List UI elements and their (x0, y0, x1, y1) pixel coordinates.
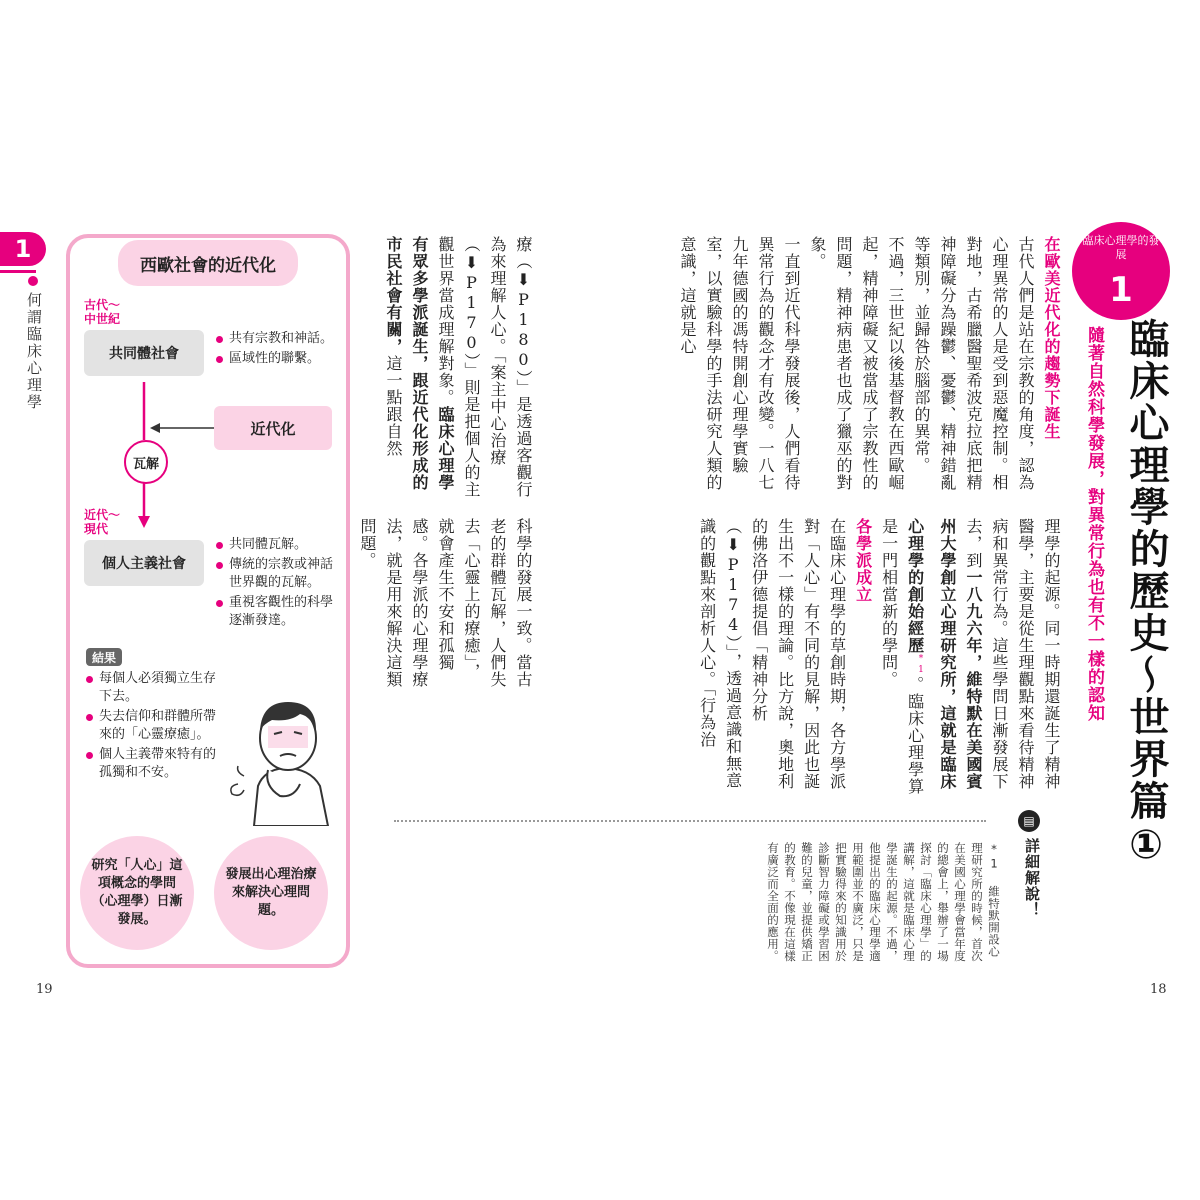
modernization-box: 近代化 (214, 406, 332, 450)
circle-psychology: 研究「人心」這項概念的學問（心理學）日漸發展。 (80, 836, 194, 950)
detail-heading: 詳細解說！ (1023, 838, 1041, 918)
book-icon: ▤ (1018, 810, 1040, 832)
community-bullets (216, 330, 344, 370)
heading-schools: 各學派成立 (853, 518, 873, 603)
heading-modernization: 在歐美近代化的趨勢下誕生 (1042, 236, 1061, 440)
chapter-dot (28, 276, 38, 286)
list-item: 共有宗教和神話。 (216, 330, 344, 348)
right-body-upper: 在歐美近代化的趨勢下誕生 古代人們是站在宗教的角度，認為心理異常的人是受到惡魔控制。相對地，古希臘醫聖希波克拉底把精神障礙分為躁鬱、憂鬱、精神錯亂等類別，並歸咎於腦部的異常。 不過，三世紀以後基督教在西歐崛起，精神障礙又被當成了宗教性的問題，精神病患者也成了獵巫的對象。 一直到近代科學發展後，人們看待異常行為的觀念才有改變。一八七九年德國的馮特開創心理學實驗室，以實驗科學的手法研究人類的意識，這就是心 (678, 236, 1061, 491)
list-item: 個人主義帶來特有的孤獨和不安。 (86, 746, 226, 782)
list-item: 共同體瓦解。 (216, 536, 340, 554)
left-body-column-2: 科學的發展一致。當古老的群體瓦解，人們失去「心靈上的療癒」，就會產生不安和孤獨感。各學派的心理學療法，就是用來解決這類問題。 (358, 518, 533, 688)
community-society-box: 共同體社會 (84, 330, 204, 376)
section-badge (1072, 222, 1170, 320)
list-item: 重視客觀性的科學逐漸發達。 (216, 594, 340, 630)
footnote-text: *1 維特默開設心理研究所的時候，首次在美國心理學會當年度的總會上，舉辦了一場探討「臨床心理學」的講解，這就是臨床心理學誕生的起源。不過，他提出的臨床心理學適用範圍並不廣泛，只是把實驗得來的知識用於診斷智力障礙或學習困難的兒童，並提供矯正的教育。不像現在這樣有廣泛而全面的應用。 (766, 842, 1001, 962)
page-title: 臨床心理學的歷史～世界篇① (1123, 318, 1169, 870)
result-tag: 結果 (86, 648, 122, 666)
section-divider (394, 820, 986, 822)
result-bullets (86, 670, 226, 784)
era-ancient-label: 古代～ 中世紀 (84, 298, 121, 326)
chapter-tab-line (0, 270, 36, 273)
chapter-title: 何謂臨床心理學 (25, 292, 43, 411)
section-badge-label: 臨床心理學的發展 (1082, 234, 1160, 261)
section-badge-number: 1 (1109, 270, 1133, 310)
collapse-circle: 瓦解 (124, 440, 168, 484)
chapter-number-tab: 1 (0, 232, 46, 266)
individualism-bullets (216, 536, 340, 632)
page-subtitle: 隨著自然科學發展，對異常行為也有不一樣的認知 (1084, 326, 1104, 722)
list-item: 失去信仰和群體所帶來的「心靈療癒」。 (86, 708, 226, 744)
left-body-column-1: 療（⬇P180）」是透過客觀行為來理解人心。「案主中心治療（⬇P170）」則是把個人的主觀世界當成理解對象。臨床心理學有眾多學派誕生，跟近代化形成的市民社會有關，這一點跟自然 (384, 236, 533, 498)
individualism-society-box: 個人主義社會 (84, 540, 204, 586)
era-modern-label: 近代～ 現代 (84, 508, 121, 536)
list-item: 每個人必須獨立生存下去。 (86, 670, 226, 706)
page-number-right: 18 (1150, 982, 1167, 997)
list-item: 區域性的聯繫。 (216, 350, 344, 368)
page-number-left: 19 (36, 982, 53, 997)
right-body-lower: 理學的起源。同一時期還誕生了精神醫學，主要是從生理觀點來看待精神病和異常行為。這些學問日漸發展下去，到一八九六年，維特默在美國賓州大學創立心理研究所，這就是臨床心理學的創始經歷$^{*1}$。臨床心理學算是一門相當新的學問。 各學派成立 在臨床心理學的草創時期，各方學派對「人心」有不同的見解，因此也誕生出不一樣的理論。比方說，奧地利的佛洛伊德提倡「精神分析（⬇P174）」，透過意識和無意識的觀點來剖析人心。「行為治 (697, 518, 1061, 795)
diagram-title: 西歐社會的近代化 (118, 240, 298, 286)
list-item: 傳統的宗教或神話世界觀的瓦解。 (216, 556, 340, 592)
worried-man-illustration (224, 686, 344, 826)
circle-psychotherapy: 發展出心理治療來解決心理問題。 (214, 836, 328, 950)
